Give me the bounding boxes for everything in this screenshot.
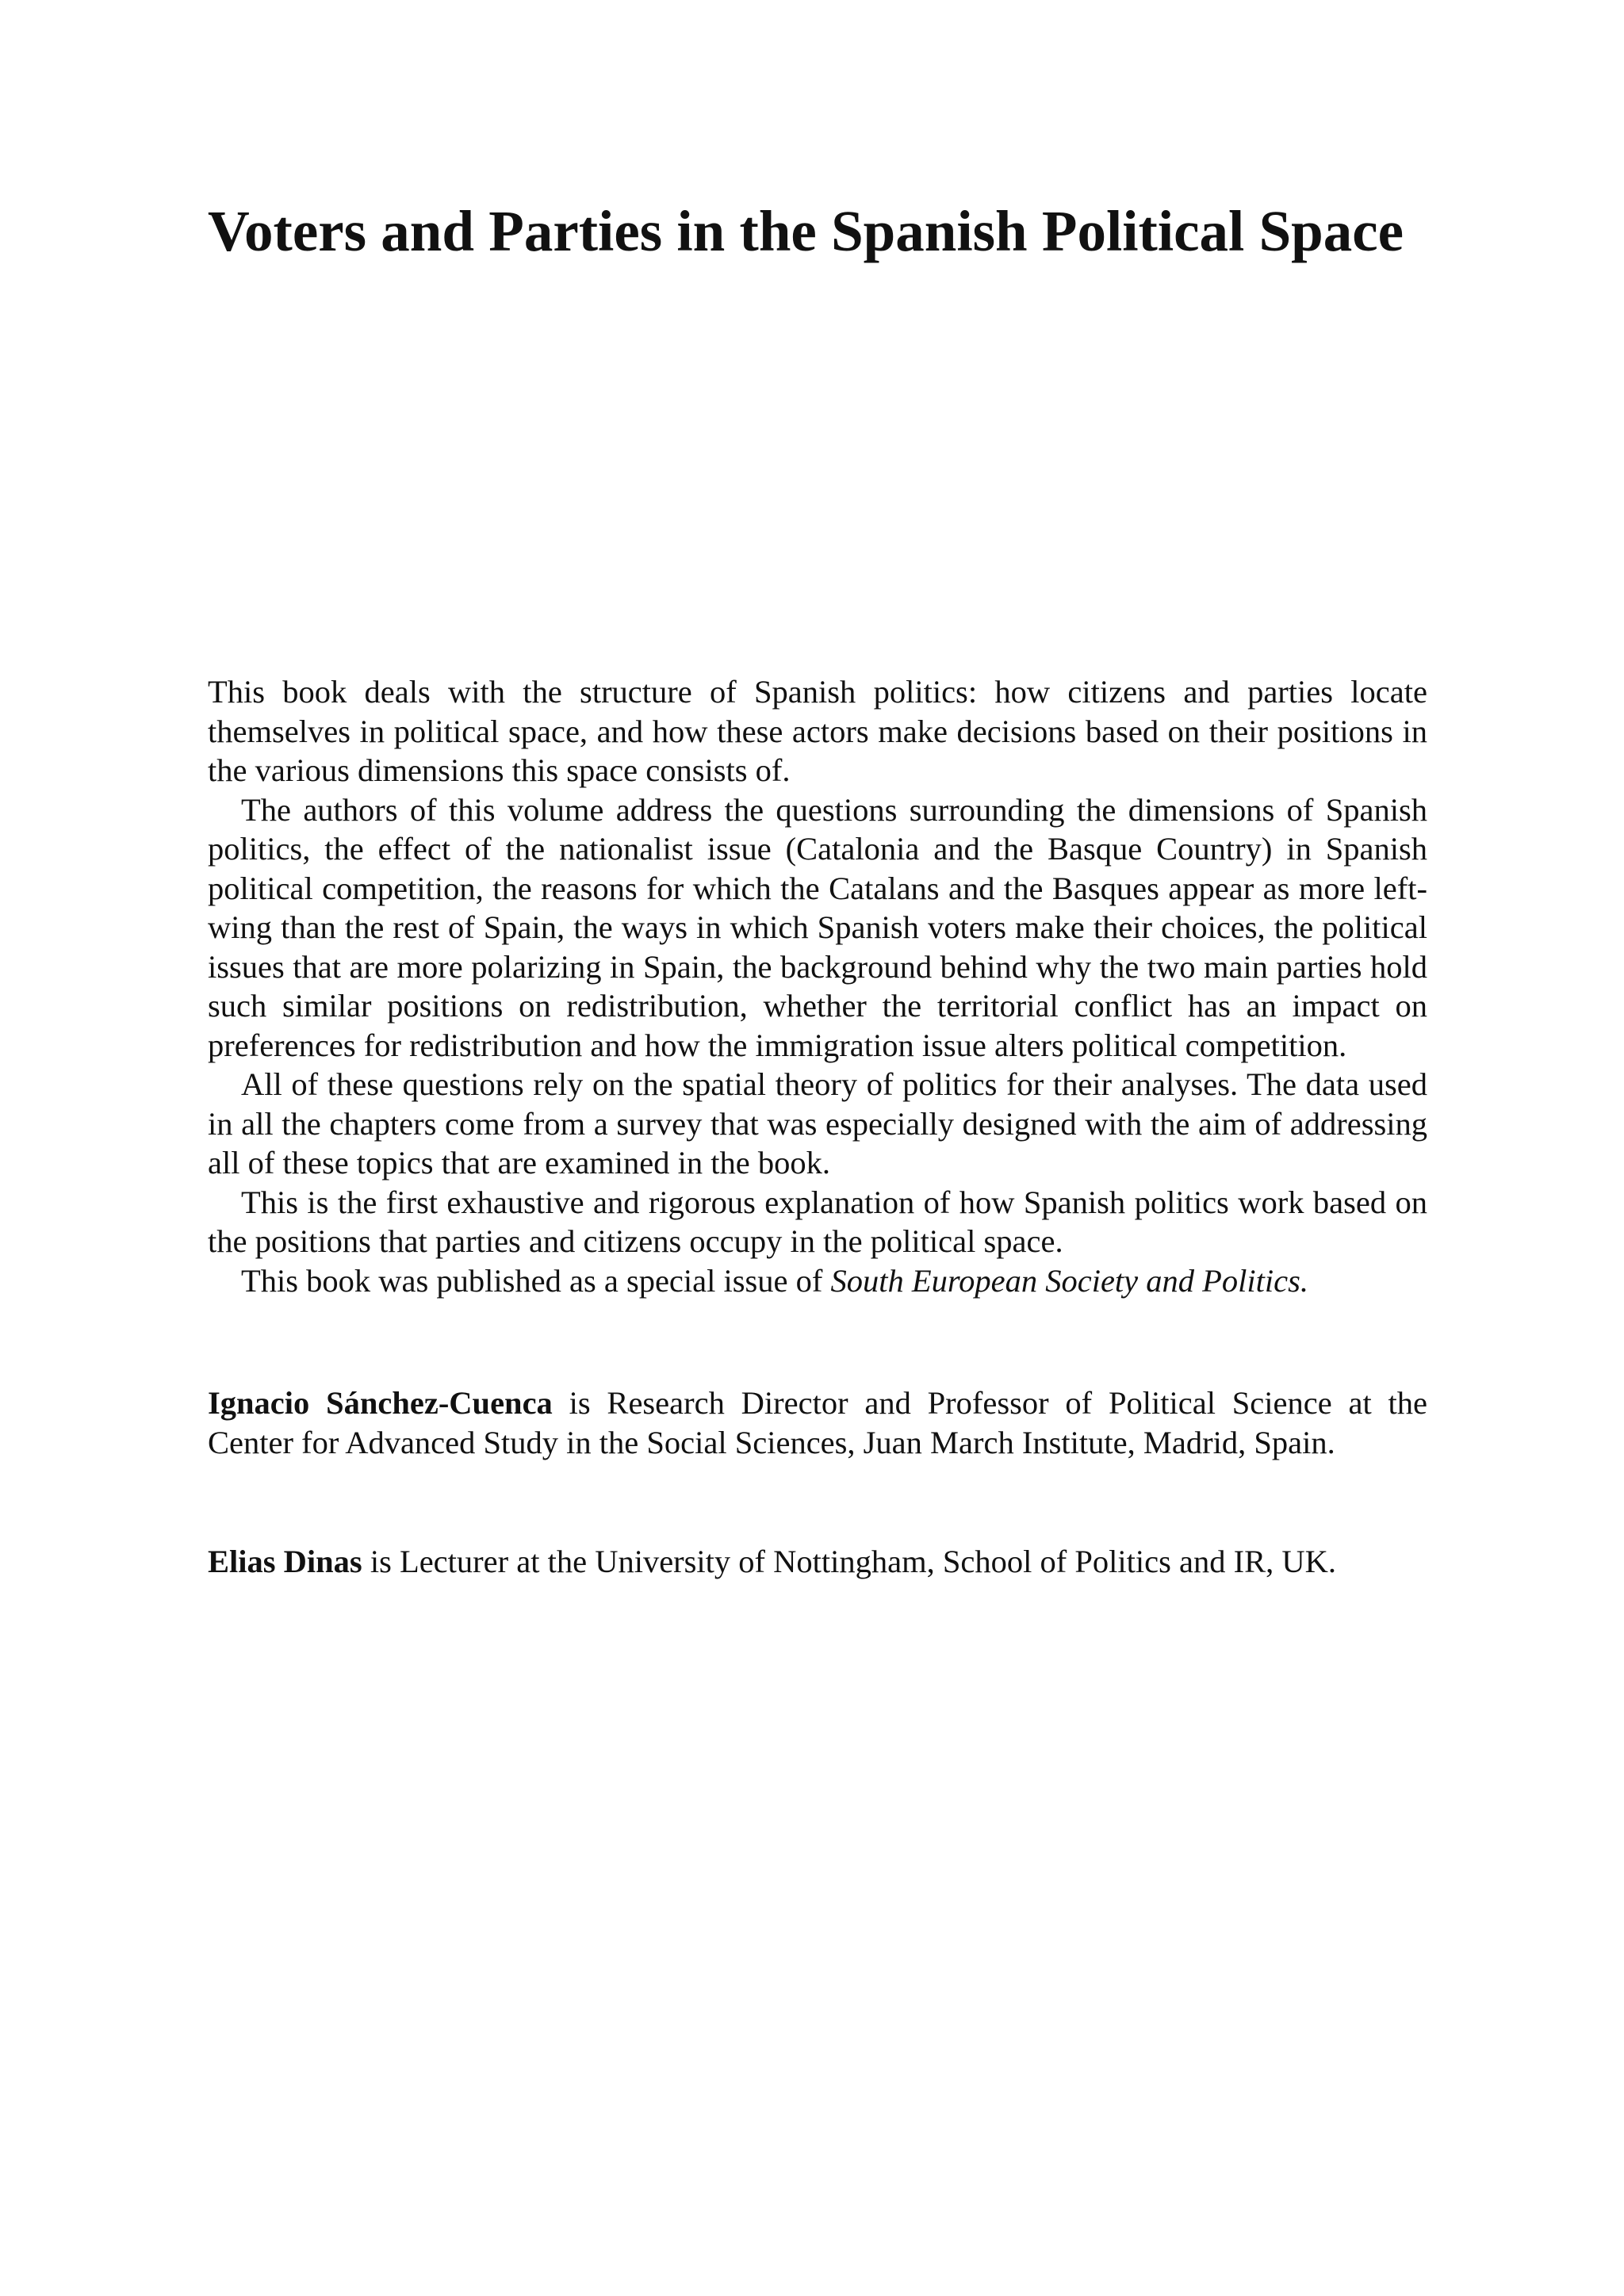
description-paragraph-2: The authors of this volume address the questions surrounding the dimensions of Spanish politics, the effect of the nationalist issue (Catalonia and the Basque Country) in Spanish political competition, the reasons for which the Catalans and the Basques appear as more left-wing than the rest of Spain, the ways in which Spanish voters make their choices, the political issues that are more polarizing in Spain, the background behind why the two main parties hold such similar positions on redistribution, whether the territorial conflict has an impact on preferences for redistribution and how the immigration issue alters political competition. (208, 791, 1427, 1063)
publication-note: This book was published as a special issue of (241, 1262, 831, 1299)
author-bio-text: is Lecturer at the University of Nottingham, School of Politics and IR, UK. (362, 1544, 1336, 1579)
description-paragraph-5 (208, 1261, 1427, 1301)
description-paragraph-3: All of these questions rely on the spatial theory of politics for their analyses. The data used in all the chapters come from a survey that was especially designed with the aim of addressing all of these topics that are examined in the book. (208, 1066, 1427, 1181)
journal-title: South European Society and Politics. (830, 1262, 1309, 1299)
author-name: Ignacio Sánchez-Cuenca (208, 1385, 553, 1421)
author-name: Elias Dinas (208, 1544, 362, 1579)
description-paragraph-4: This is the first exhaustive and rigorous explanation of how Spanish politics work based on the positions that parties and citizens occupy in the political space. (208, 1184, 1427, 1259)
author-bio-sanchez-cuenca (208, 1383, 1427, 1462)
description-paragraph-1: This book deals with the structure of Spanish politics: how citizens and parties locate themselves in political space, and how these actors make decisions based on their positions in the various dimensions this space consists of. (208, 674, 1427, 788)
author-bio-text: is Research Director and Professor of Political Science at the Center for Advanced Study in the Social Sciences, Juan March Institute, Madrid, Spain. (208, 1385, 1427, 1460)
author-bio-dinas (208, 1542, 1427, 1582)
book-title: Voters and Parties in the Spanish Political Space (208, 199, 1404, 263)
book-description (208, 672, 1427, 1300)
